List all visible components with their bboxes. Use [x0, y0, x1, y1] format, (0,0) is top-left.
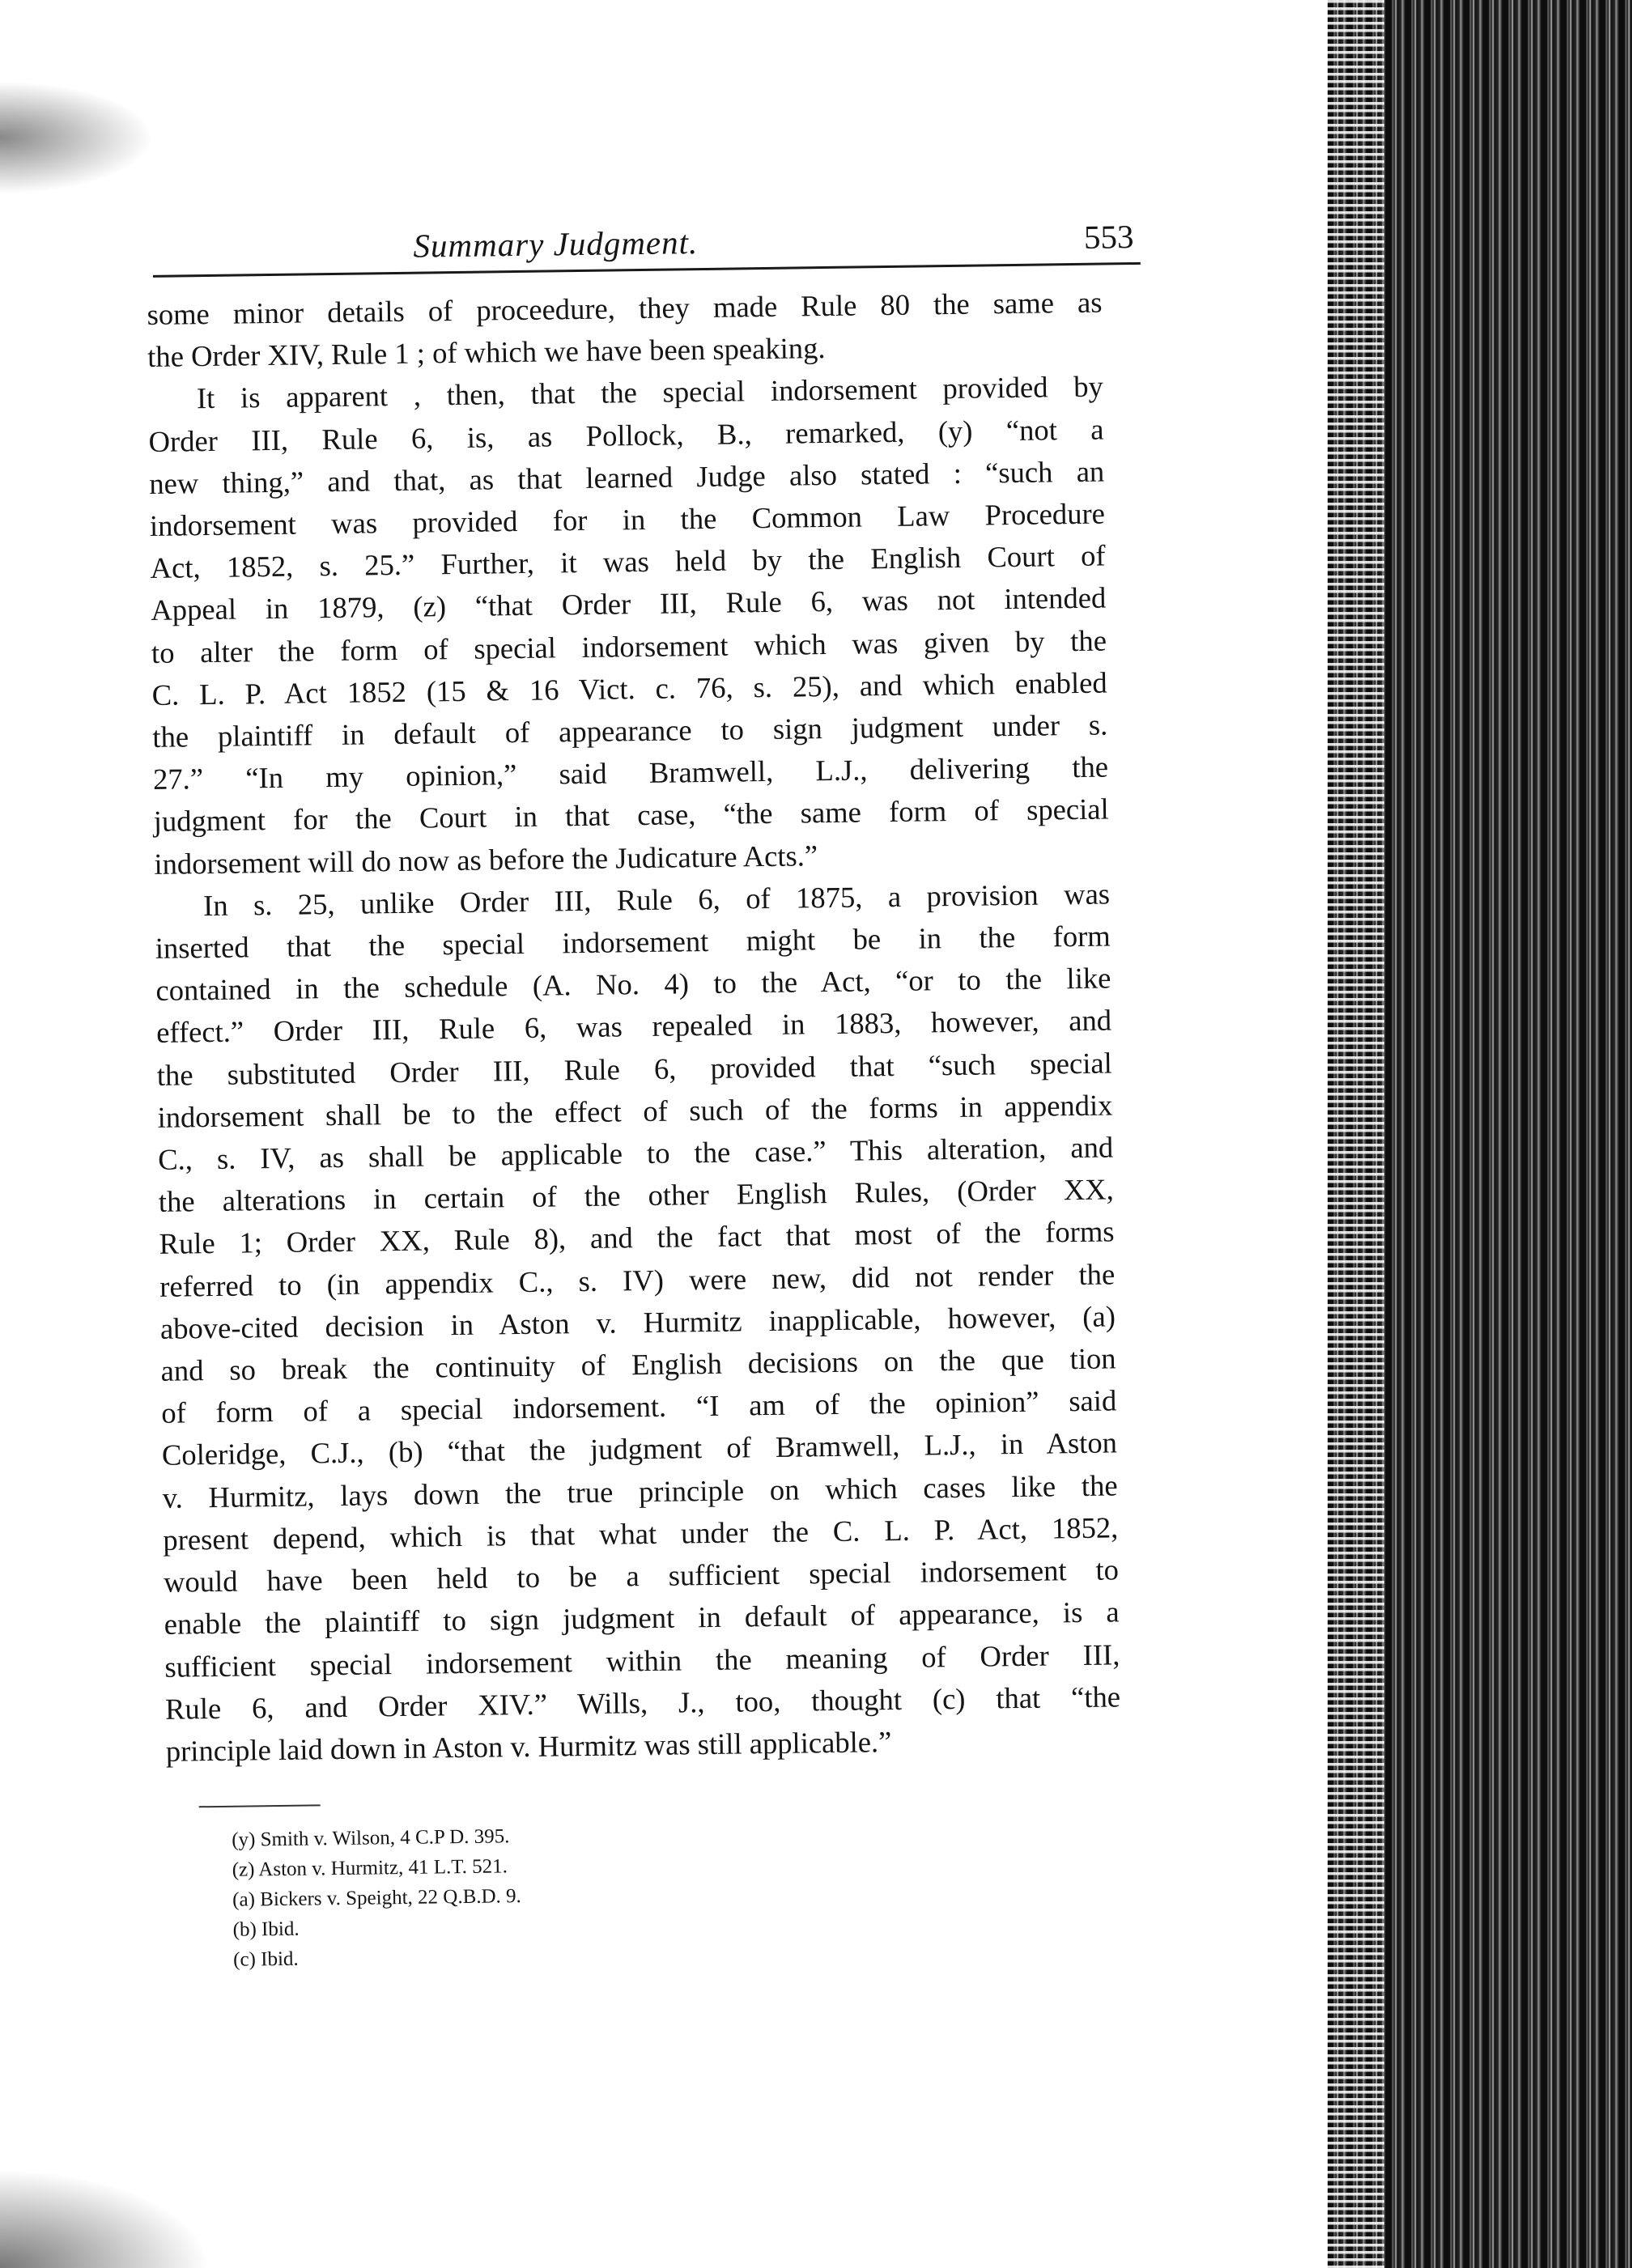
- text-line: Rule 6, and Order XIV.” Wills, J., too, thought (c) that “the: [164, 1680, 1121, 1726]
- text-line: indorsement was provided for in the Common Law Procedure: [149, 496, 1106, 542]
- footnote-z: (z) Aston v. Hurmitz, 41 L.T. 521.: [232, 1855, 508, 1881]
- footnote-c: (c) Ibid.: [232, 1947, 299, 1971]
- text-line: referred to (in appendix C., s. IV) were new, did not render the: [159, 1257, 1116, 1303]
- text-line: enable the plaintiff to sign judgment in default of appearance, is a: [164, 1595, 1120, 1642]
- text-line: sufficient special indorsement within the meaning of Order III,: [164, 1637, 1120, 1684]
- page-number: 553: [1083, 218, 1134, 256]
- text-line: the plaintiff in default of appearance to sign judgment under s.: [152, 707, 1108, 754]
- text-line: 27.” “In my opinion,” said Bramwell, L.J., delivering the: [152, 750, 1109, 796]
- text-line: and so break the continuity of English decisions on the que tion: [160, 1341, 1116, 1387]
- text-line: Appeal in 1879, (z) “that Order III, Rule 6, was not intended: [151, 580, 1107, 627]
- text-line: of form of a special indorsement. “I am of the opinion” said: [161, 1383, 1117, 1430]
- text-line: to alter the form of special indorsement which was given by the: [151, 623, 1107, 669]
- text-line: In s. 25, unlike Order III, Rule 6, of 1875, a provision was: [202, 877, 1111, 922]
- text-line: Order III, Rule 6, is, as Pollock, B., remarked, (y) “not a: [148, 412, 1104, 458]
- text-line: effect.” Order III, Rule 6, was repealed in 1883, however, and: [155, 1003, 1112, 1050]
- text-line: Rule 1; Order XX, Rule 8), and the fact that most of the forms: [159, 1214, 1115, 1261]
- text-line: the alterations in certain of the other English Rules, (Order XX,: [158, 1172, 1115, 1219]
- text-line: v. Hurmitz, lays down the true principle on which cases like the: [162, 1468, 1118, 1514]
- book-page: [146, 206, 1140, 1976]
- paragraph-1: [147, 282, 1103, 379]
- text-line: indorsement will do now as before the Judicature Acts.”: [154, 838, 818, 881]
- text-line: Act, 1852, s. 25.” Further, it was held by the English Court of: [150, 538, 1106, 585]
- footnote-rule: [199, 1804, 321, 1807]
- text-line: judgment for the Court in that case, “the same form of special: [153, 792, 1109, 839]
- book-binding-edge: [1328, 0, 1632, 2268]
- scan-shadow-bottom-left: [0, 2169, 210, 2268]
- paragraph-2: [148, 366, 1110, 886]
- text-line: would have been held to be a sufficient special indorsement to: [163, 1552, 1120, 1599]
- text-line: some minor details of proceedure, they made Rule 80 the same as: [147, 285, 1103, 331]
- footnotes: [232, 1813, 1140, 1975]
- text-line: It is apparent , then, that the special indorsement provided by: [196, 369, 1104, 415]
- running-title: Summary Judgment.: [413, 223, 699, 265]
- text-line: Coleridge, C.J., (b) “that the judgment of Bramwell, L.J., in Aston: [161, 1425, 1118, 1472]
- paragraph-3: [155, 873, 1121, 1773]
- text-line: above-cited decision in Aston v. Hurmitz inapplicable, however, (a): [159, 1299, 1116, 1345]
- footnote-b: (b) Ibid.: [232, 1918, 300, 1941]
- text-line: indorsement shall be to the effect of such of the forms in appendix: [157, 1088, 1113, 1134]
- text-line: principle laid down in Aston v. Hurmitz was still applicable.”: [165, 1725, 892, 1768]
- text-line: inserted that the special indorsement might be in the form: [155, 919, 1111, 965]
- text-line: C. L. P. Act 1852 (15 & 16 Vict. c. 76, s. 25), and which enabled: [151, 665, 1107, 711]
- text-line: new thing,” and that, as that learned Judge also stated : “such an: [149, 454, 1105, 500]
- text-line: C., s. IV, as shall be applicable to the case.” This alteration, and: [157, 1130, 1114, 1176]
- text-line: contained in the schedule (A. No. 4) to the Act, “or to the like: [155, 961, 1111, 1008]
- text-line: the substituted Order III, Rule 6, provided that “such special: [156, 1046, 1113, 1092]
- text-line: present depend, which is that what under the C. L. P. Act, 1852,: [163, 1510, 1119, 1557]
- footnote-y: (y) Smith v. Wilson, 4 C.P D. 395.: [232, 1825, 510, 1851]
- body-text: [147, 282, 1121, 1773]
- scan-shadow-top-left: [0, 81, 154, 194]
- text-line: the Order XIV, Rule 1 ; of which we have been speaking.: [147, 331, 826, 374]
- footnote-a: (a) Bickers v. Speight, 22 Q.B.D. 9.: [232, 1885, 522, 1911]
